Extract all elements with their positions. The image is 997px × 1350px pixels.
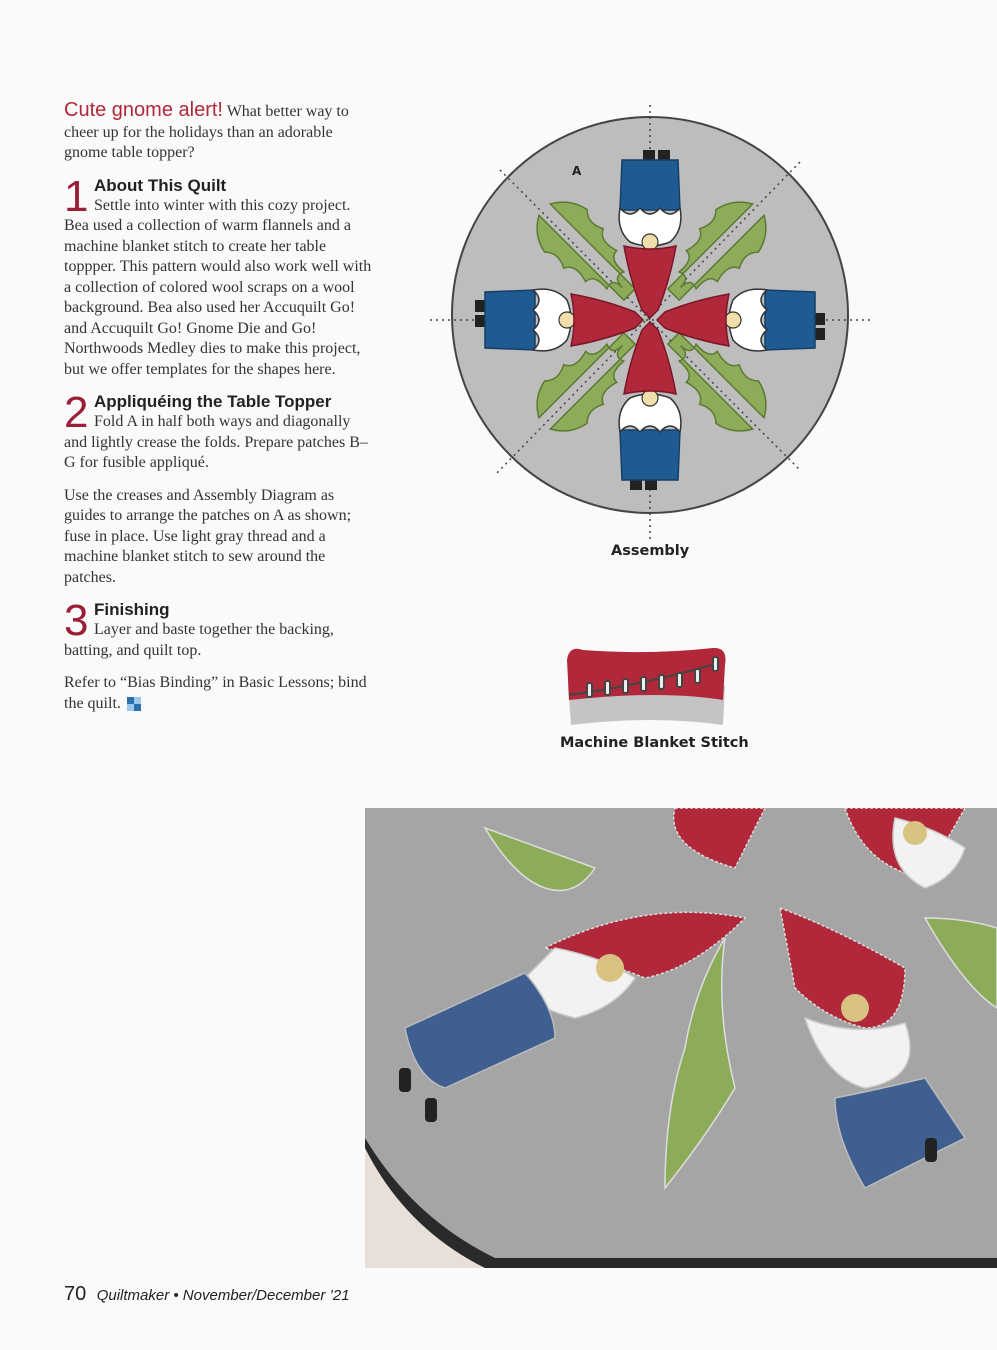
step-extra: Use the creases and Assembly Diagram as guides to arrange the patches on A as shown; fuse in place. Use light gray thread and a machine blanket stitch to sew around the patches. xyxy=(64,486,352,586)
step-number: 1 xyxy=(64,171,89,221)
assembly-caption: Assembly xyxy=(611,543,690,559)
step-extra xyxy=(64,673,374,714)
step-number: 2 xyxy=(64,388,89,437)
intro-paragraph xyxy=(64,100,374,164)
blanket-stitch-caption: Machine Blanket Stitch xyxy=(560,735,749,751)
step-1 xyxy=(64,171,374,381)
blanket-stitch-diagram xyxy=(563,645,733,730)
step-title: Appliquéing the Table Topper xyxy=(94,392,332,411)
patch-a-label: A xyxy=(572,164,582,178)
step-number: 3 xyxy=(64,596,89,645)
step-title: Finishing xyxy=(94,600,170,619)
step-body: Fold A in half both ways and diagonally and lightly crease the folds. Prepare patches B–G for fusible appliqué. xyxy=(64,413,368,471)
assembly-diagram xyxy=(425,100,875,540)
step-title: About This Quilt xyxy=(94,175,227,195)
page-number: 70 xyxy=(64,1283,87,1305)
quilt-photo xyxy=(365,808,997,1268)
step-2 xyxy=(64,388,374,588)
intro-lead: Cute gnome alert! xyxy=(64,99,223,121)
step-3 xyxy=(64,596,374,714)
step-body: Settle into winter with this cozy project. Bea used a collection of warm flannels and a machine blanket stitch to create her table toppper. This pattern would also work well with a collection of colored wool scraps on a wool background. Bea also used her Accuquilt Go! and Accuquilt Go! Gnome Die and Go! Northwoods Medley dies to make this project, but we offer templates for the shapes here. xyxy=(64,196,372,378)
publication-line: Quiltmaker • November/December ’21 xyxy=(96,1287,350,1304)
end-mark-icon xyxy=(127,697,141,711)
intro-text: What better way to cheer up for the holidays than an adorable gnome table topper? xyxy=(64,103,349,161)
step-extra-text: Refer to “Bias Binding” in Basic Lessons; bind the quilt. xyxy=(64,674,367,712)
step-body: Layer and baste together the backing, batting, and quilt top. xyxy=(64,621,334,659)
article-text xyxy=(64,100,374,714)
page-footer xyxy=(64,1283,350,1306)
